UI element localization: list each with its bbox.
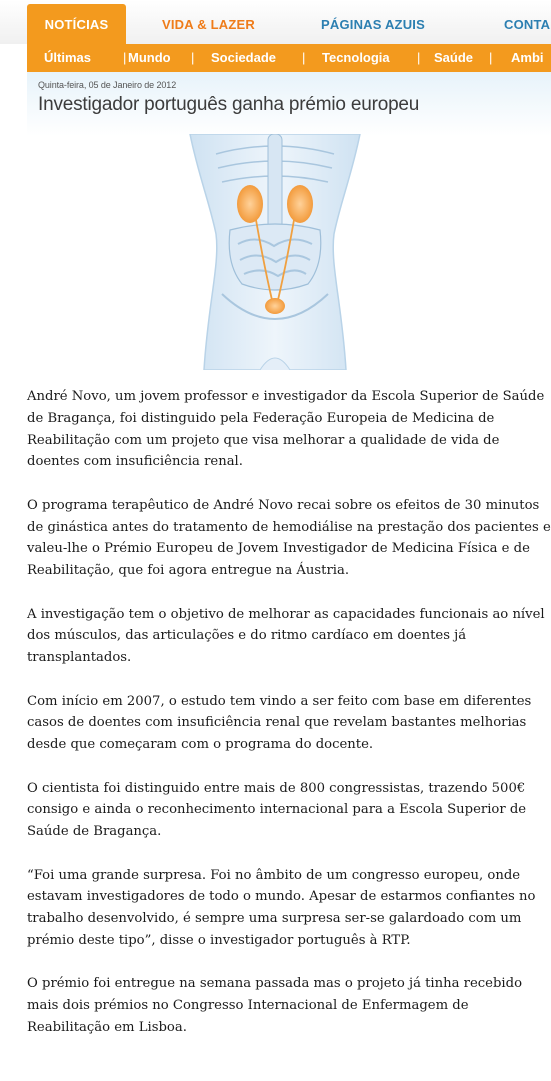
tab-conta[interactable]: CONTA [504, 17, 551, 32]
subnav-separator: | [191, 50, 195, 65]
subnav-item-mundo[interactable]: Mundo [128, 50, 171, 65]
subnav-item-tecnologia[interactable]: Tecnologia [322, 50, 390, 65]
section-navigation [27, 44, 551, 72]
article-paragraph: “Foi uma grande surpresa. Foi no âmbito de um congresso europeu, onde estavam investigadores de todo o mundo. Apesar de estarmos confiantes no trabalho desenvolvido, é sempre uma surpresa ser-se galardoado com um prémio deste tipo”, disse o investigador português à RTP. [27, 867, 536, 948]
kidney-anatomy-illustration [138, 134, 412, 370]
article-title: Investigador português ganha prémio europeu [38, 94, 420, 115]
subnav-separator: | [123, 50, 127, 65]
subnav-item-sociedade[interactable]: Sociedade [211, 50, 277, 65]
article-image [138, 134, 412, 370]
article-paragraph: O prémio foi entregue na semana passada mas o projeto já tinha recebido mais dois prémios no Congresso Internacional de Enfermagem de Reabilitação em Lisboa. [27, 976, 523, 1035]
article-paragraph: A investigação tem o objetivo de melhorar as capacidades funcionais ao nível dos músculos, das articulações e do ritmo cardíaco em doentes já transplantados. [27, 606, 545, 666]
article-date: Quinta-feira, 05 de Janeiro de 2012 [38, 80, 177, 90]
article-body [27, 386, 551, 1060]
tab-vida-lazer[interactable]: VIDA & LAZER [162, 17, 255, 32]
article-paragraph: O programa terapêutico de André Novo recai sobre os efeitos de 30 minutos de ginástica antes do tratamento de hemodiálise na prestação dos pacientes e valeu-lhe o Prémio Europeu de Jovem Investigador de Medicina Física e de Reabilitação, que foi agora entregue na Áustria. [27, 497, 551, 579]
tab-paginas-azuis[interactable]: PÁGINAS AZUIS [321, 17, 425, 32]
article-paragraph: Com início em 2007, o estudo tem vindo a ser feito com base em diferentes casos de doentes com insuficiência renal que revelam bastantes melhorias desde que começaram com o programa do docente. [27, 693, 532, 753]
top-navigation [0, 0, 551, 44]
subnav-separator: | [417, 50, 421, 65]
subnav-item-ultimas[interactable]: Últimas [44, 50, 91, 65]
tab-noticias[interactable]: NOTÍCIAS [27, 4, 126, 44]
article-paragraph: André Novo, um jovem professor e investigador da Escola Superior de Saúde de Bragança, foi distinguido pela Federação Europeia de Medicina de Reabilitação com um projeto que visa melhorar a qualidade de vida de doentes com insuficiência renal. [27, 389, 545, 470]
subnav-separator: | [302, 50, 306, 65]
subnav-separator: | [489, 50, 493, 65]
article-paragraph: O cientista foi distinguido entre mais de 800 congressistas, trazendo 500€ consigo e ainda o reconhecimento internacional para a Escola Superior de Saúde de Bragança. [27, 780, 527, 840]
subnav-item-saude[interactable]: Saúde [434, 50, 474, 65]
subnav-item-ambiente[interactable]: Ambi [511, 50, 544, 65]
